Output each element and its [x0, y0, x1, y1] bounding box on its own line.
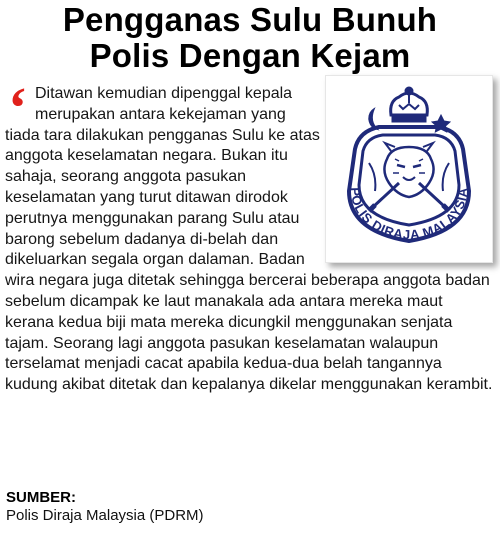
quote-mark-icon: ‘ [8, 75, 28, 140]
headline-line-2: Polis Dengan Kejam [89, 37, 411, 74]
headline [0, 2, 500, 74]
headline-line-1: Pengganas Sulu Bunuh [62, 1, 438, 38]
badge-ring-text: POLIS DIRAJA MALAYSIA [347, 187, 471, 243]
source-label: SUMBER: [6, 489, 76, 506]
article-text: Ditawan kemudian dipenggal kepala merupakan antara kekejaman yang tiada tara dilakukan pengganas Sulu ke atas anggota keselamatan negara. Bukan itu sahaja, seorang anggota pasukan keselamatan yang turut ditawan dirodok perutnya menggunakan parang Sulu atau barong sebelum dadanya di-belah dan dikeluarkan segala organ dalaman. Badan wira negara juga ditetak sehingga bercerai beberapa anggota badan sebelum dicampak ke laut manakala ada antara mereka maut kerana kedua biji mata mereka dicungkil menggunakan senjata tajam. Seorang lagi anggota pasukan keselamatan walaupun terselamat menjadi cacat apabila kedua-dua belah tangannya kudung akibat ditetak dan kepalanya dikelar menggunakan kerambit. [5, 85, 493, 394]
dropcap-spacer [5, 84, 35, 124]
pdrm-crest-icon [329, 79, 489, 259]
source-value: Polis Diraja Malaysia (PDRM) [6, 507, 204, 524]
pdrm-badge-frame [325, 75, 493, 263]
